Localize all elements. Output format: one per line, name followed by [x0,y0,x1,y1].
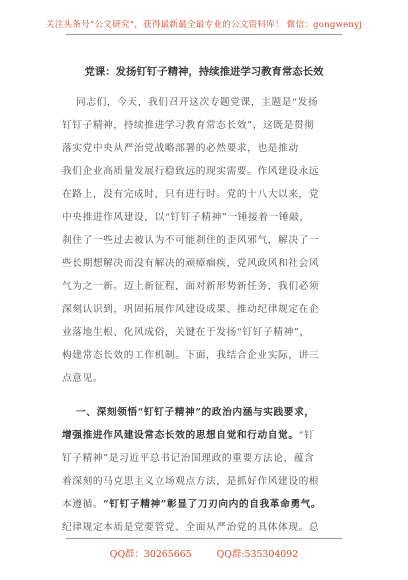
paragraph-line: 在路上，没有完成时，只有进行时。党的十八大以来，党 [62,189,320,200]
paragraph-line: 中央推进作风建设，以“钉钉子精神”一锤接着一锤敲， [62,212,310,223]
document-title: 党课：发扬钉钉子精神，持续推进学习教育常态长效 [84,66,324,78]
paragraph-text: “钉 [298,430,315,441]
header-divider [66,34,342,35]
paragraph-line: 业落地生根、化风成俗，关键在于发扬“钉钉子精神”， [62,327,310,338]
section-heading-text: 增强推进作风建设常态长效的思想自觉和行动自觉。 [62,430,299,441]
paragraph-line: 刹住了一些过去被认为不可能刹住的歪风邪气，解决了一 [62,235,320,246]
paragraph-line: 着深刻的马克思主义立场观点方法，是抓好作风建设的根 [62,476,320,487]
paragraph-line: 点意见。 [62,373,104,384]
paragraph-line [62,499,321,511]
paragraph-line: 同志们，今天，我们召开这次专题党课，主题是“发扬 [76,97,319,108]
paragraph-text: 本遵循。 [62,499,104,510]
section-heading-line [62,430,314,442]
paragraph-line: 纪律规定本质是党要管党、全面从严治党的具体体现。总 [62,522,320,533]
paragraph-line: 落实党中央从严治党战略部署的必然要求，也是推动 [62,143,299,154]
footer [0,546,408,560]
section-heading-text: 一、深刻领悟“钉钉子精神”的政治内涵与实践要求， [76,407,315,418]
paragraph-line: 些长期想解决而没有解决的顽瘴痼疾，党风政风和社会风 [62,258,320,269]
paragraph-line: 深刻认识到，巩固拓展作风建设成果、推动纪律规定在企 [62,304,320,315]
footer-divider [66,538,342,539]
emphasis-text: “钉钉子精神”彰显了刀刃向内的自我革命勇气。 [103,499,322,510]
footer-qq-group-2: QQ群:535304092 [216,549,299,560]
paragraph-line: 构建常态长效的工作机制。下面，我结合企业实际，讲三 [62,350,320,361]
paragraph-line: 气为之一新。迈上新征程，面对新形势新任务，我们必须 [62,281,320,292]
paragraph-line: 钉钉子精神，持续推进学习教育常态长效”，这既是贯彻 [62,120,315,131]
section-heading-line [76,407,315,419]
paragraph-line: 钉子精神”是习近平总书记治国理政的重要方法论，蕴含 [62,453,315,464]
footer-qq-group-1: QQ群：30265665 [109,549,192,560]
paragraph-line: 我们企业高质量发展行稳致远的现实需要。作风建设永远 [62,166,320,177]
header-banner: 关注头条号“公文研究”，获得最新最全最专业的公文资料库！ 微信：gongwenyj [45,20,363,30]
